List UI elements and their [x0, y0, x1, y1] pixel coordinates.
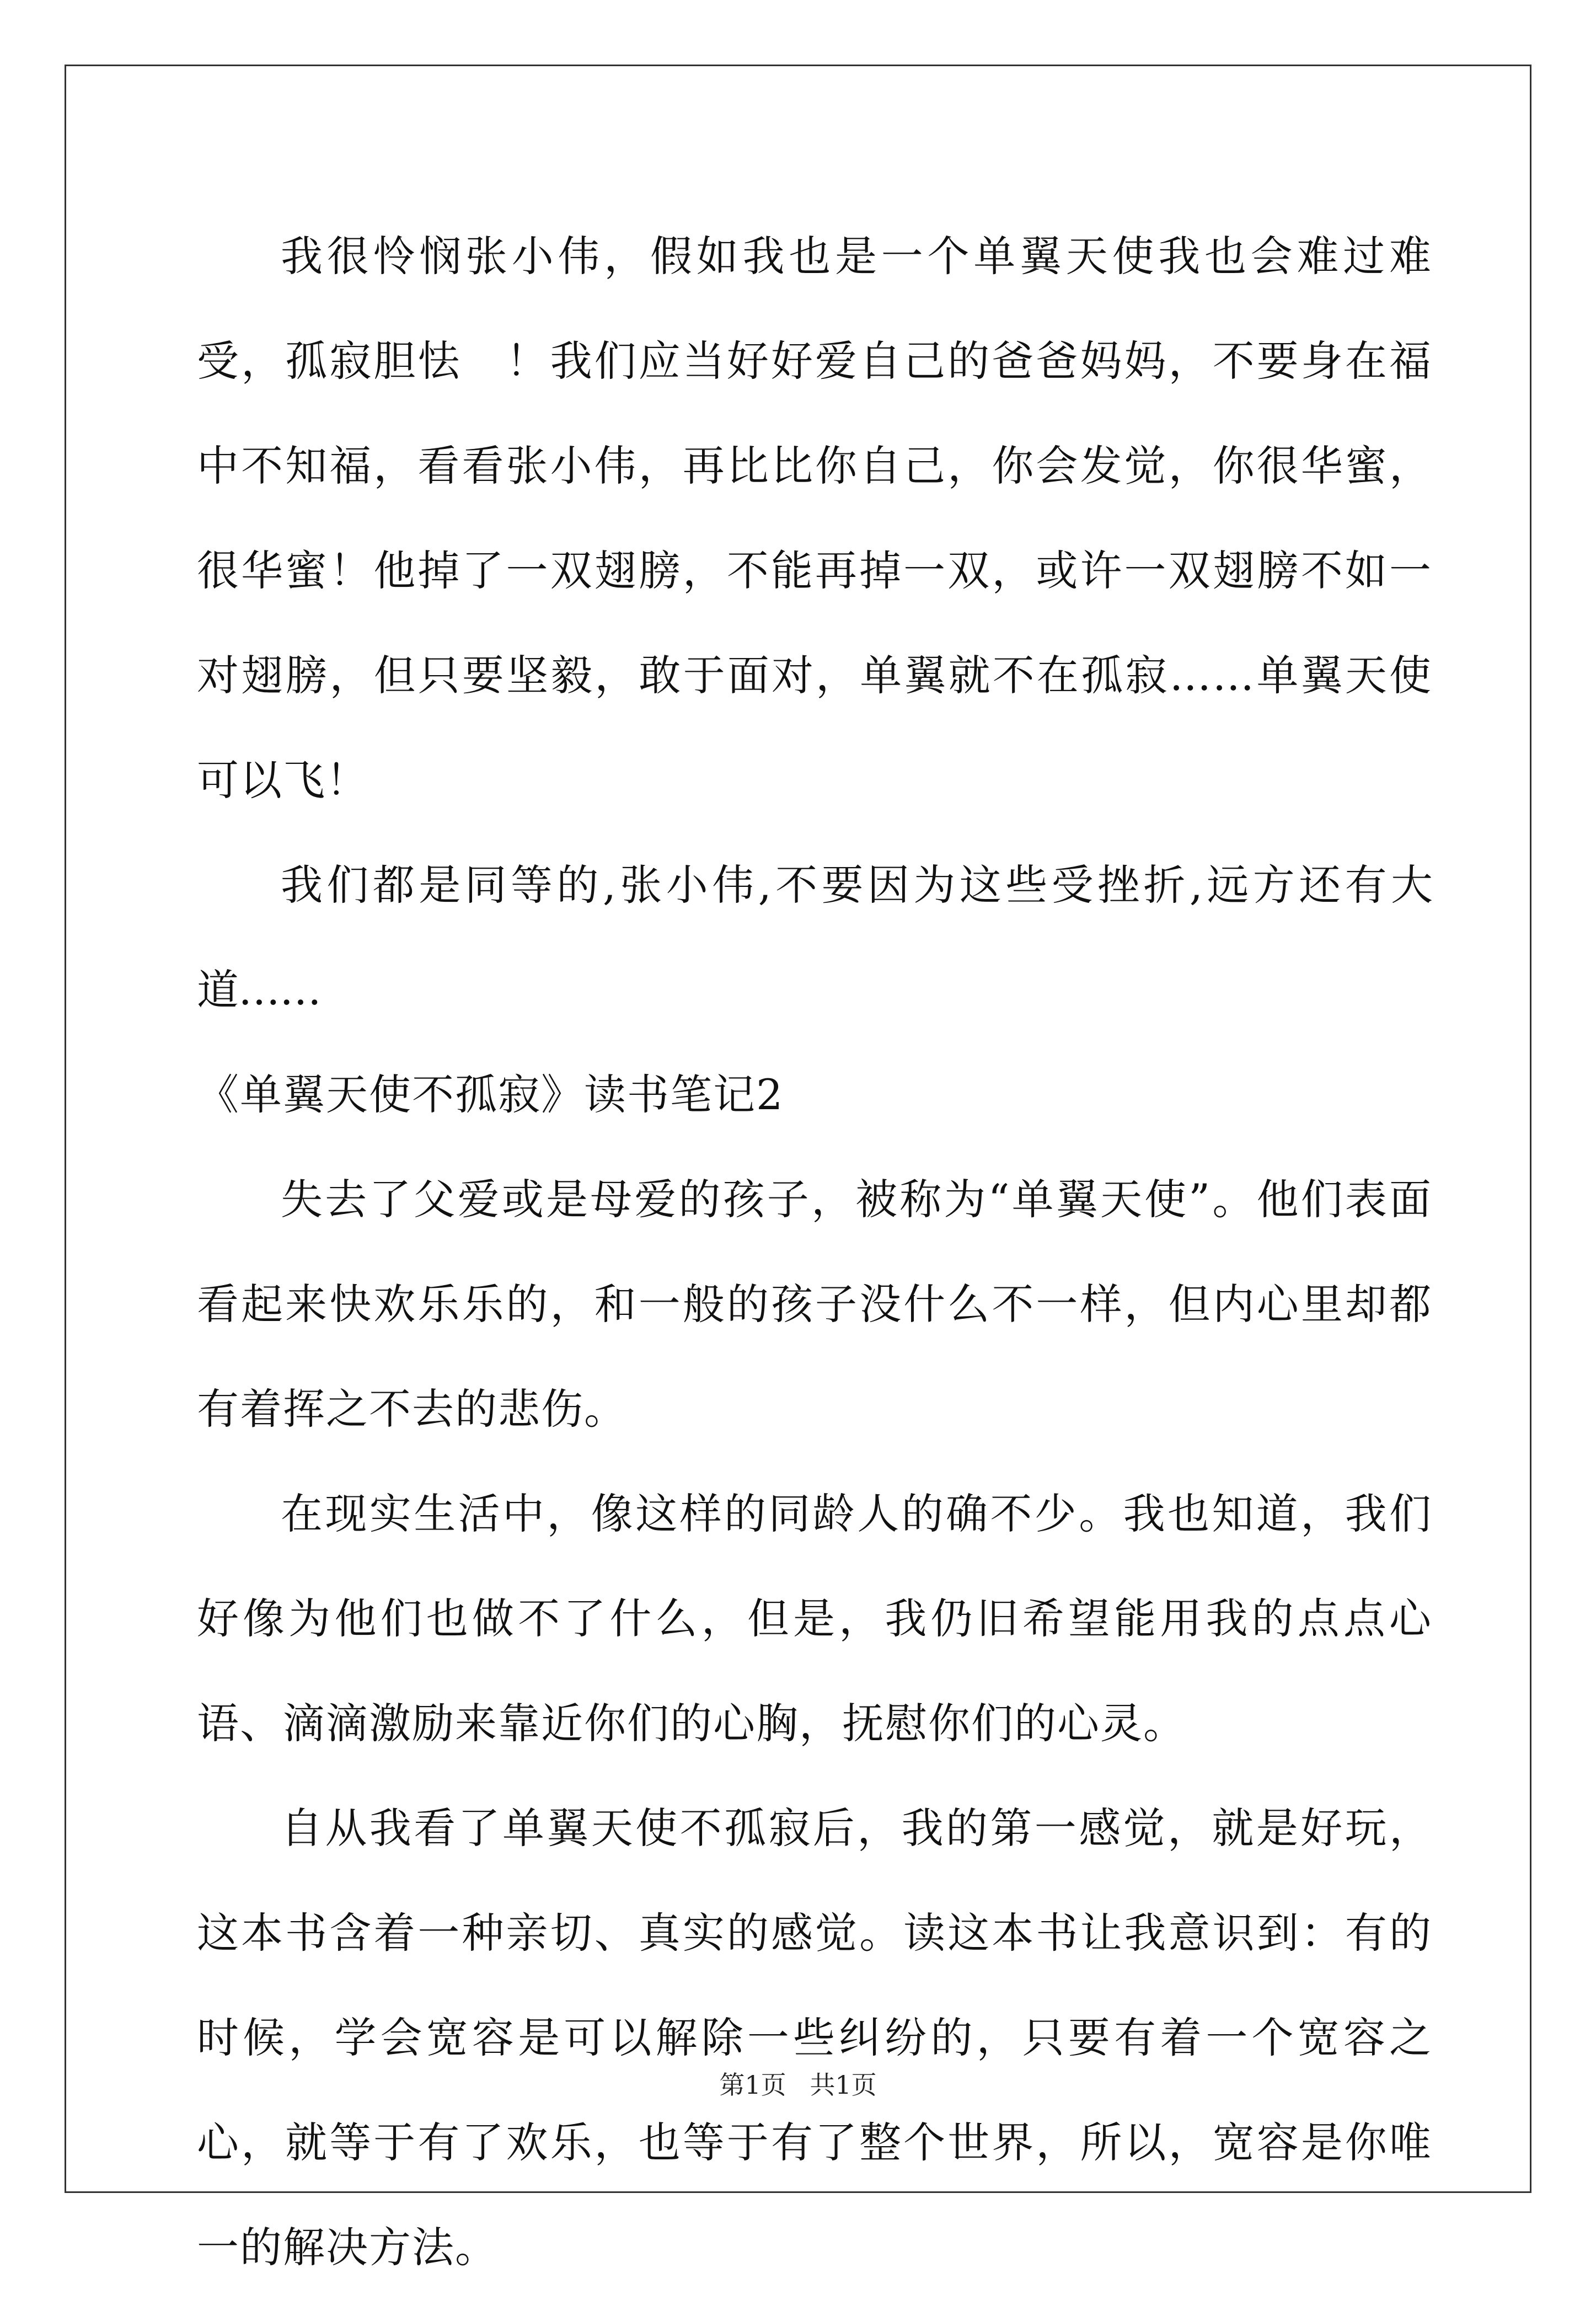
paragraph-4: 在现实生活中，像这样的同龄人的确不少。我也知道，我们好像为他们也做不了什么，但是，我仍旧希望能用我的点点心语、滴滴激励来靠近你们的心胸，抚慰你们的心灵。 — [197, 1489, 1432, 1748]
page-footer — [0, 2068, 1596, 2101]
paragraph-5: 自从我看了单翼天使不孤寂后，我的第一感觉，就是好玩，这本书含着一种亲切、真实的感觉。读这本书让我意识到：有的时候，学会宽容是可以解除一些纠纷的，只要有着一个宽容之心，就等于有了欢乐，也等于有了整个世界，所以，宽容是你唯一的解决方法。 — [197, 1804, 1432, 2272]
paragraph-3: 失去了父爱或是母爱的孩子，被称为“单翼天使”。他们表面看起来快欢乐乐的，和一般的孩子没什么不一样，但内心里却都有着挥之不去的悲伤。 — [197, 1175, 1432, 1434]
paragraph-2: 我们都是同等的,张小伟,不要因为这些受挫折,远方还有大道…… — [197, 860, 1432, 1014]
page-number: 第1页 — [719, 2070, 786, 2100]
section-heading: 《单翼天使不孤寂》读书笔记2 — [197, 1070, 784, 1119]
document-body — [197, 204, 1432, 2300]
page-total: 共1页 — [810, 2070, 877, 2100]
paragraph-1: 我很怜悯张小伟，假如我也是一个单翼天使我也会难过难受，孤寂胆怯 ！我们应当好好爱自己的爸爸妈妈，不要身在福中不知福，看看张小伟，再比比你自己，你会发觉，你很华蜜，很华蜜！他掉了一双翅膀，不能再掉一双，或许一双翅膀不如一对翅膀，但只要坚毅，敢于面对，单翼就不在孤寂……单翼天使可以飞！ — [197, 232, 1432, 805]
